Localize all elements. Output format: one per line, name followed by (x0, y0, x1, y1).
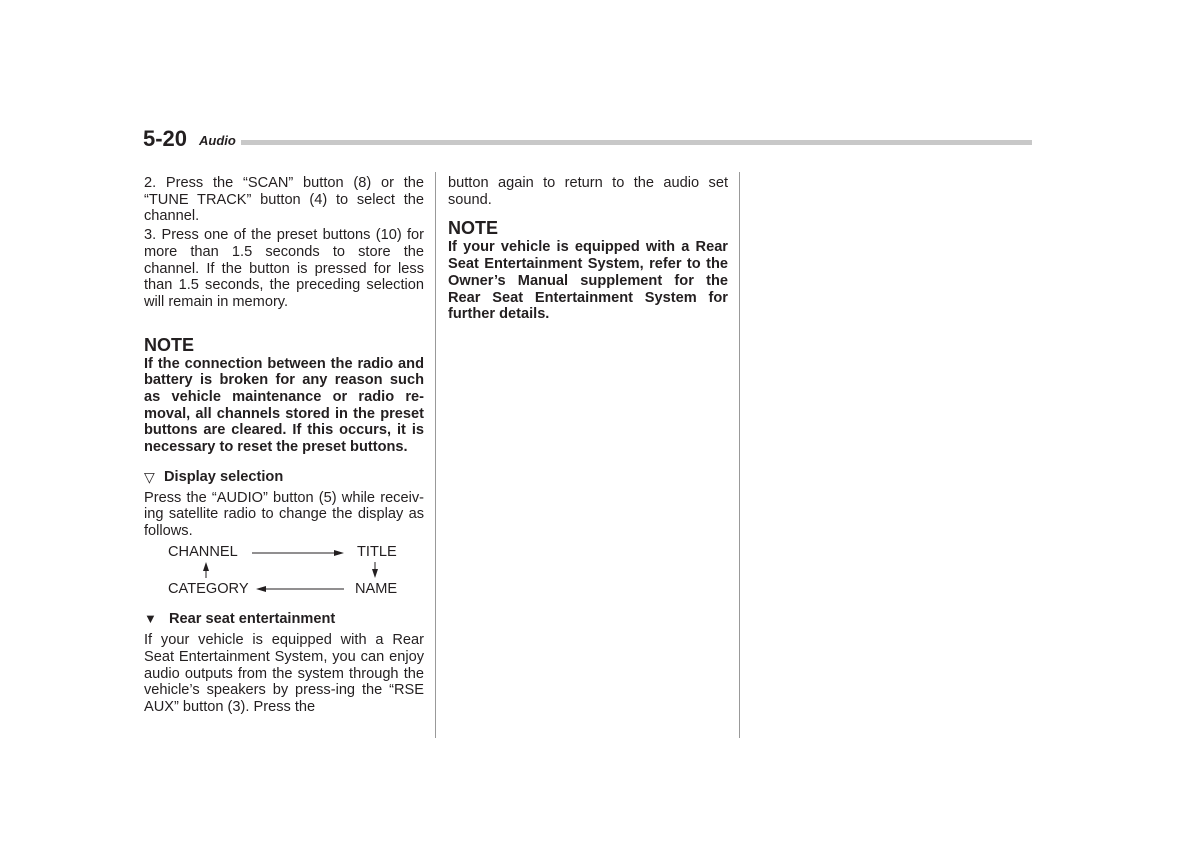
note-title: NOTE (144, 334, 195, 355)
arrowhead-down-icon (372, 569, 378, 578)
display-cycle-diagram (144, 544, 424, 600)
note-title-2: NOTE (448, 218, 499, 239)
arrowhead-up-icon (203, 562, 209, 571)
rear-seat-heading (144, 611, 424, 628)
display-selection-text: Press the “AUDIO” button (5) while receiv-ing satellite radio to change the display as follows. (144, 489, 424, 539)
display-selection-label: Display selection (164, 468, 284, 485)
rear-seat-label: Rear seat entertainment (169, 610, 336, 627)
column-1 (144, 175, 424, 716)
arrowhead-right-icon (334, 550, 344, 556)
section-title: Audio (199, 133, 236, 148)
triangle-filled-icon: ▼ (144, 610, 157, 626)
diagram-channel-label: CHANNEL (168, 543, 238, 560)
column-2 (448, 175, 728, 323)
diagram-title-label: TITLE (357, 543, 397, 560)
diagram-name-label: NAME (355, 580, 398, 597)
step-3-text: 3. Press one of the preset buttons (10) for more than 1.5 seconds to store the channel. If the button is pressed for less than 1.5 seconds, the preceding selection will remain in memory. (144, 227, 424, 310)
note-text: If the connection between the radio and battery is broken for any reason such as vehicle maintenance or radio re-moval, all channels stored in the preset buttons are cleared. If this occurs, it is necessary to reset the preset buttons. (144, 355, 424, 456)
rear-seat-text: If your vehicle is equipped with a Rear Seat Entertainment System, you can enjoy audio outputs from the system through the vehicle’s speakers by press-ing the “RSE AUX” button (3). Press the (144, 632, 424, 716)
diagram-category-label: CATEGORY (168, 580, 249, 597)
display-selection-heading (144, 469, 424, 486)
page-number: 5-20 (143, 126, 188, 151)
diagram-arrows (144, 544, 424, 600)
header-rule (241, 140, 1032, 145)
step-2-text: 2. Press the “SCAN” button (8) or the “TUNE TRACK” button (4) to select the channel. (144, 175, 424, 225)
column-divider-2 (739, 172, 740, 738)
arrowhead-left-icon (256, 586, 266, 592)
note-text-2: If your vehicle is equipped with a Rear Seat Entertainment System, refer to the Owner’s Manual supplement for the Rear Seat Entertainment System for further details. (448, 239, 728, 323)
triangle-outline-icon: ▽ (144, 468, 155, 485)
page-header (143, 124, 1032, 154)
column-divider-1 (435, 172, 436, 738)
continued-text: button again to return to the audio set sound. (448, 175, 728, 208)
